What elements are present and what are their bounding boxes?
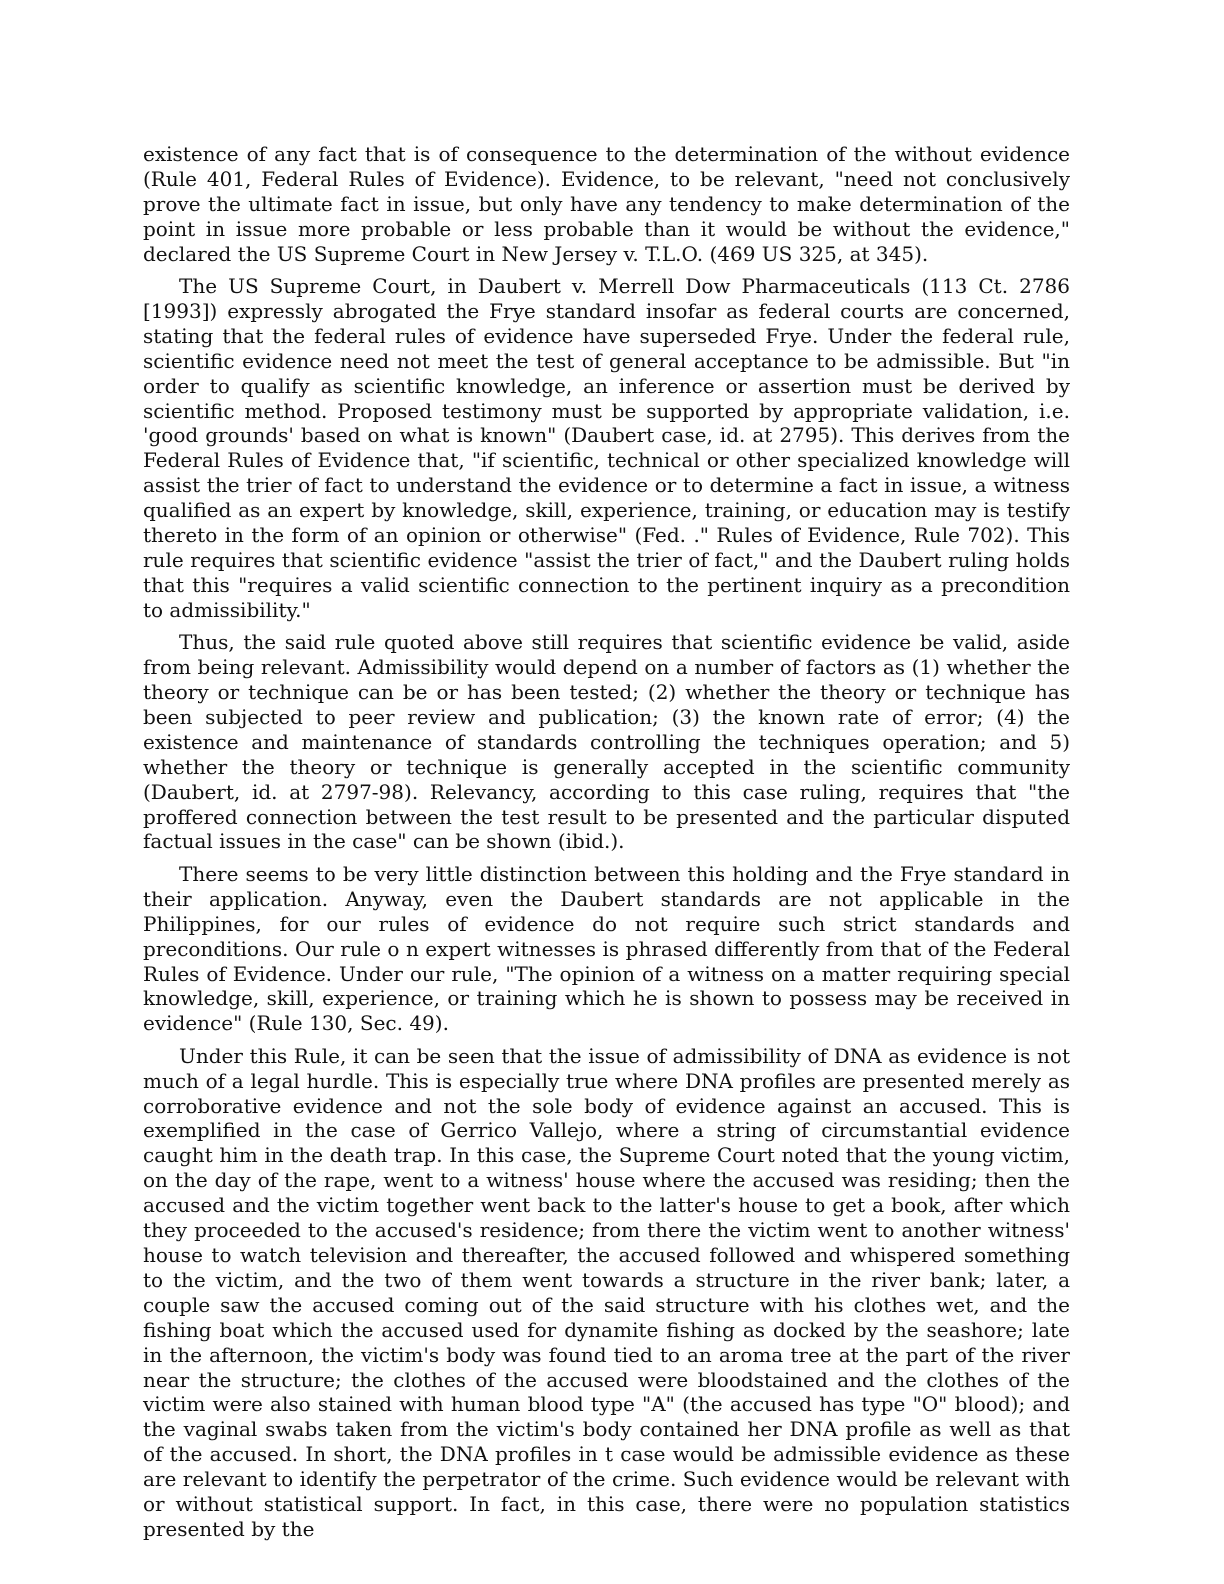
paragraph-continuation: existence of any fact that is of consequence to the determination of the without evidence (Rule 401, Federal Rules of Evidence). Evidence, to be relevant, "need not conclusively prove the ultimate fact in issue, but only have any tendency to make determination of the point in issue more probable or less probable than it would be without the evidence," declared the US Supreme Court in New Jersey v. T.L.O. (469 US 325, at 345). — [143, 142, 1070, 266]
paragraph-vallejo-case: Under this Rule, it can be seen that the issue of admissibility of DNA as evidence is not much of a legal hurdle. This is especially true where DNA profiles are presented merely as corroborative evidence and not the sole body of evidence against an accused. This is exemplified in the case of Gerrico Vallejo, where a string of circumstantial evidence caught him in the death trap. In this case, the Supreme Court noted that the young victim, on the day of the rape, went to a witness' house where the accused was residing; then the accused and the victim together went back to the latter's house to get a book, after which they proceeded to the accused's residence; from there the victim went to another witness' house to watch television and thereafter, the accused followed and whispered something to the victim, and the two of them went towards a structure in the river bank; later, a couple saw the accused coming out of the said structure with his clothes wet, and the fishing boat which the accused used for dynamite fishing as docked by the seashore; late in the afternoon, the victim's body was found tied to an aroma tree at the part of the river near the structure; the clothes of the accused were bloodstained and the clothes of the victim were also stained with human blood type "A" (the accused has type "O" blood); and the vaginal swabs taken from the victim's body contained her DNA profile as well as that of the accused. In short, the DNA profiles in t case would be admissible evidence as these are relevant to identify the perpetrator of the crime. Such evidence would be relevant with or without statistical support. In fact, in this case, there were no population statistics presented by the — [143, 1043, 1070, 1541]
paragraph-admissibility-factors: Thus, the said rule quoted above still requires that scientific evidence be valid, aside from being relevant. Admissibility would depend on a number of factors as (1) whether the theory or technique can be or has been tested; (2) whether the theory or technique has been subjected to peer review and publication; (3) the known rate of error; (4) the existence and maintenance of standards controlling the techniques operation; and 5) whether the theory or technique is generally accepted in the scientific community (Daubert, id. at 2797-98). Relevancy, according to this case ruling, requires that "the proffered connection between the test result to be presented and the particular disputed factual issues in the case" can be shown (ibid.). — [143, 630, 1070, 854]
paragraph-philippine-rule: There seems to be very little distinction between this holding and the Frye standard in their application. Anyway, even the Daubert standards are not applicable in the Philippines, for our rules of evidence do not require such strict standards and preconditions. Our rule o n expert witnesses is phrased differently from that of the Federal Rules of Evidence. Under our rule, "The opinion of a witness on a matter requiring special knowledge, skill, experience, or training which he is shown to possess may be received in evidence" (Rule 130, Sec. 49). — [143, 861, 1070, 1036]
document-page — [143, 142, 1070, 1549]
paragraph-daubert: The US Supreme Court, in Daubert v. Merrell Dow Pharmaceuticals (113 Ct. 2786 [1993]) expressly abrogated the Frye standard insofar as federal courts are concerned, stating that the federal rules of evidence have superseded Frye. Under the federal rule, scientific evidence need not meet the test of general acceptance to be admissible. But "in order to qualify as scientific knowledge, an inference or assertion must be derived by scientific method. Proposed testimony must be supported by appropriate validation, i.e. 'good grounds' based on what is known" (Daubert case, id. at 2795). This derives from the Federal Rules of Evidence that, "if scientific, technical or other specialized knowledge will assist the trier of fact to understand the evidence or to determine a fact in issue, a witness qualified as an expert by knowledge, skill, experience, training, or education may is testify thereto in the form of an opinion or otherwise" (Fed. ." Rules of Evidence, Rule 702). This rule requires that scientific evidence "assist the trier of fact," and the Daubert ruling holds that this "requires a valid scientific connection to the pertinent inquiry as a precondition to admissibility." — [143, 274, 1070, 622]
